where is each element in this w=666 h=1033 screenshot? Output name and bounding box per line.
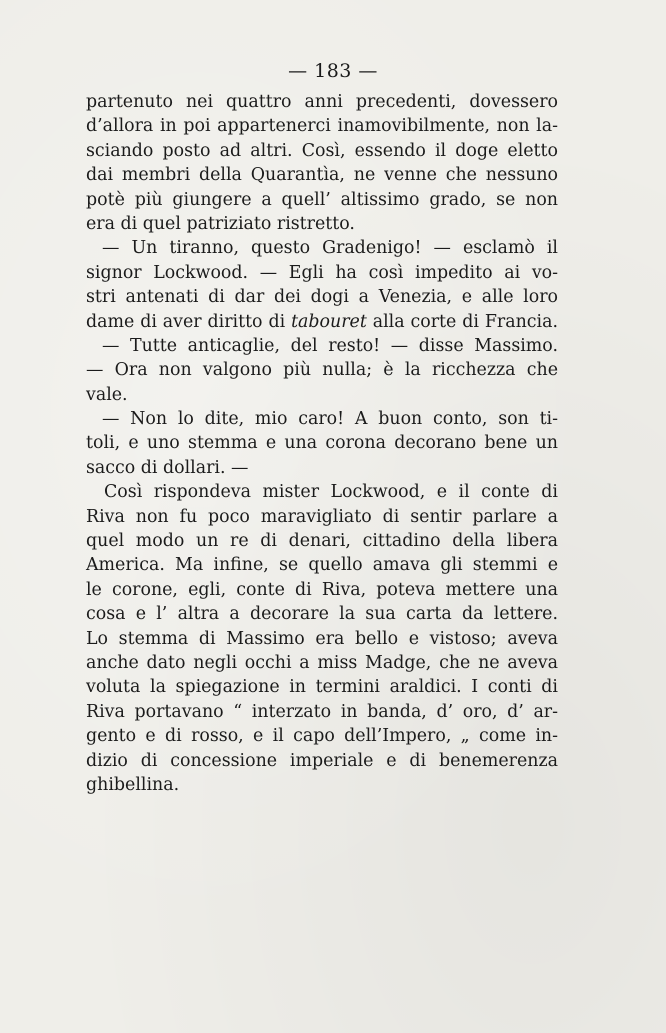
text-line: anche dato negli occhi a miss Madge, che ne aveva bbox=[86, 652, 558, 673]
text-line: America. Ma infine, se quello amava gli stemmi e bbox=[86, 555, 558, 576]
text-line: Lo stemma di Massimo era bello e vistoso; aveva bbox=[86, 628, 558, 649]
text-line: toli, e uno stemma e una corona decorano bene un bbox=[86, 433, 558, 454]
text-line: quel modo un re di denari, cittadino della libera bbox=[86, 531, 558, 552]
text-line: sciando posto ad altri. Così, essendo il doge eletto bbox=[86, 140, 558, 161]
text-line: — Un tiranno, questo Gradenigo! — esclamò il bbox=[102, 238, 558, 259]
text-line: ghibellina. bbox=[86, 774, 180, 795]
body-text bbox=[86, 90, 558, 797]
text-line: dizio di concessione imperiale e di benemerenza bbox=[86, 750, 558, 771]
text-line: — Tutte anticaglie, del resto! — disse Massimo. bbox=[102, 335, 558, 356]
text-line: d’allora in poi appartenerci inamovibilmente, non la- bbox=[86, 116, 558, 137]
text-line: — Non lo dite, mio caro! A buon conto, son ti- bbox=[102, 409, 558, 430]
text-segment: dame di aver diritto di bbox=[86, 311, 292, 332]
text-line: era di quel patriziato ristretto. bbox=[86, 213, 355, 234]
text-line: Così rispondeva mister Lockwood, e il conte di bbox=[104, 482, 558, 503]
italic-word: tabouret bbox=[291, 311, 367, 332]
text-line: cosa e l’ altra a decorare la sua carta da lettere. bbox=[86, 604, 558, 625]
text-line: — Ora non valgono più nulla; è la ricchezza che bbox=[86, 360, 558, 381]
text-line: dai membri della Quarantìa, ne venne che nessuno bbox=[86, 165, 558, 186]
text-line: stri antenati di dar dei dogi a Venezia, e alle loro bbox=[86, 287, 558, 308]
text-line: partenuto nei quattro anni precedenti, dovessero bbox=[86, 92, 558, 112]
text-line: sacco di dollari. — bbox=[86, 457, 249, 478]
text-line: potè più giungere a quell’ altissimo grado, se non bbox=[86, 189, 558, 210]
text-line: voluta la spiegazione in termini araldici. I conti di bbox=[86, 677, 558, 698]
text-line: signor Lockwood. — Egli ha così impedito ai vo- bbox=[86, 262, 558, 283]
text-line: Riva non fu poco maravigliato di sentir parlare a bbox=[86, 506, 558, 527]
text-segment: alla corte di Francia. bbox=[366, 311, 558, 332]
text-line: Riva portavano “ interzato in banda, d’ oro, d’ ar- bbox=[86, 701, 558, 722]
page-number: — 183 — bbox=[288, 60, 378, 82]
text-line: vale. bbox=[86, 384, 128, 405]
text-line: gento e di rosso, e il capo dell’Impero, „ come in- bbox=[86, 726, 558, 747]
text-line: le corone, egli, conte di Riva, poteva mettere una bbox=[86, 579, 558, 600]
text-line bbox=[86, 310, 558, 334]
